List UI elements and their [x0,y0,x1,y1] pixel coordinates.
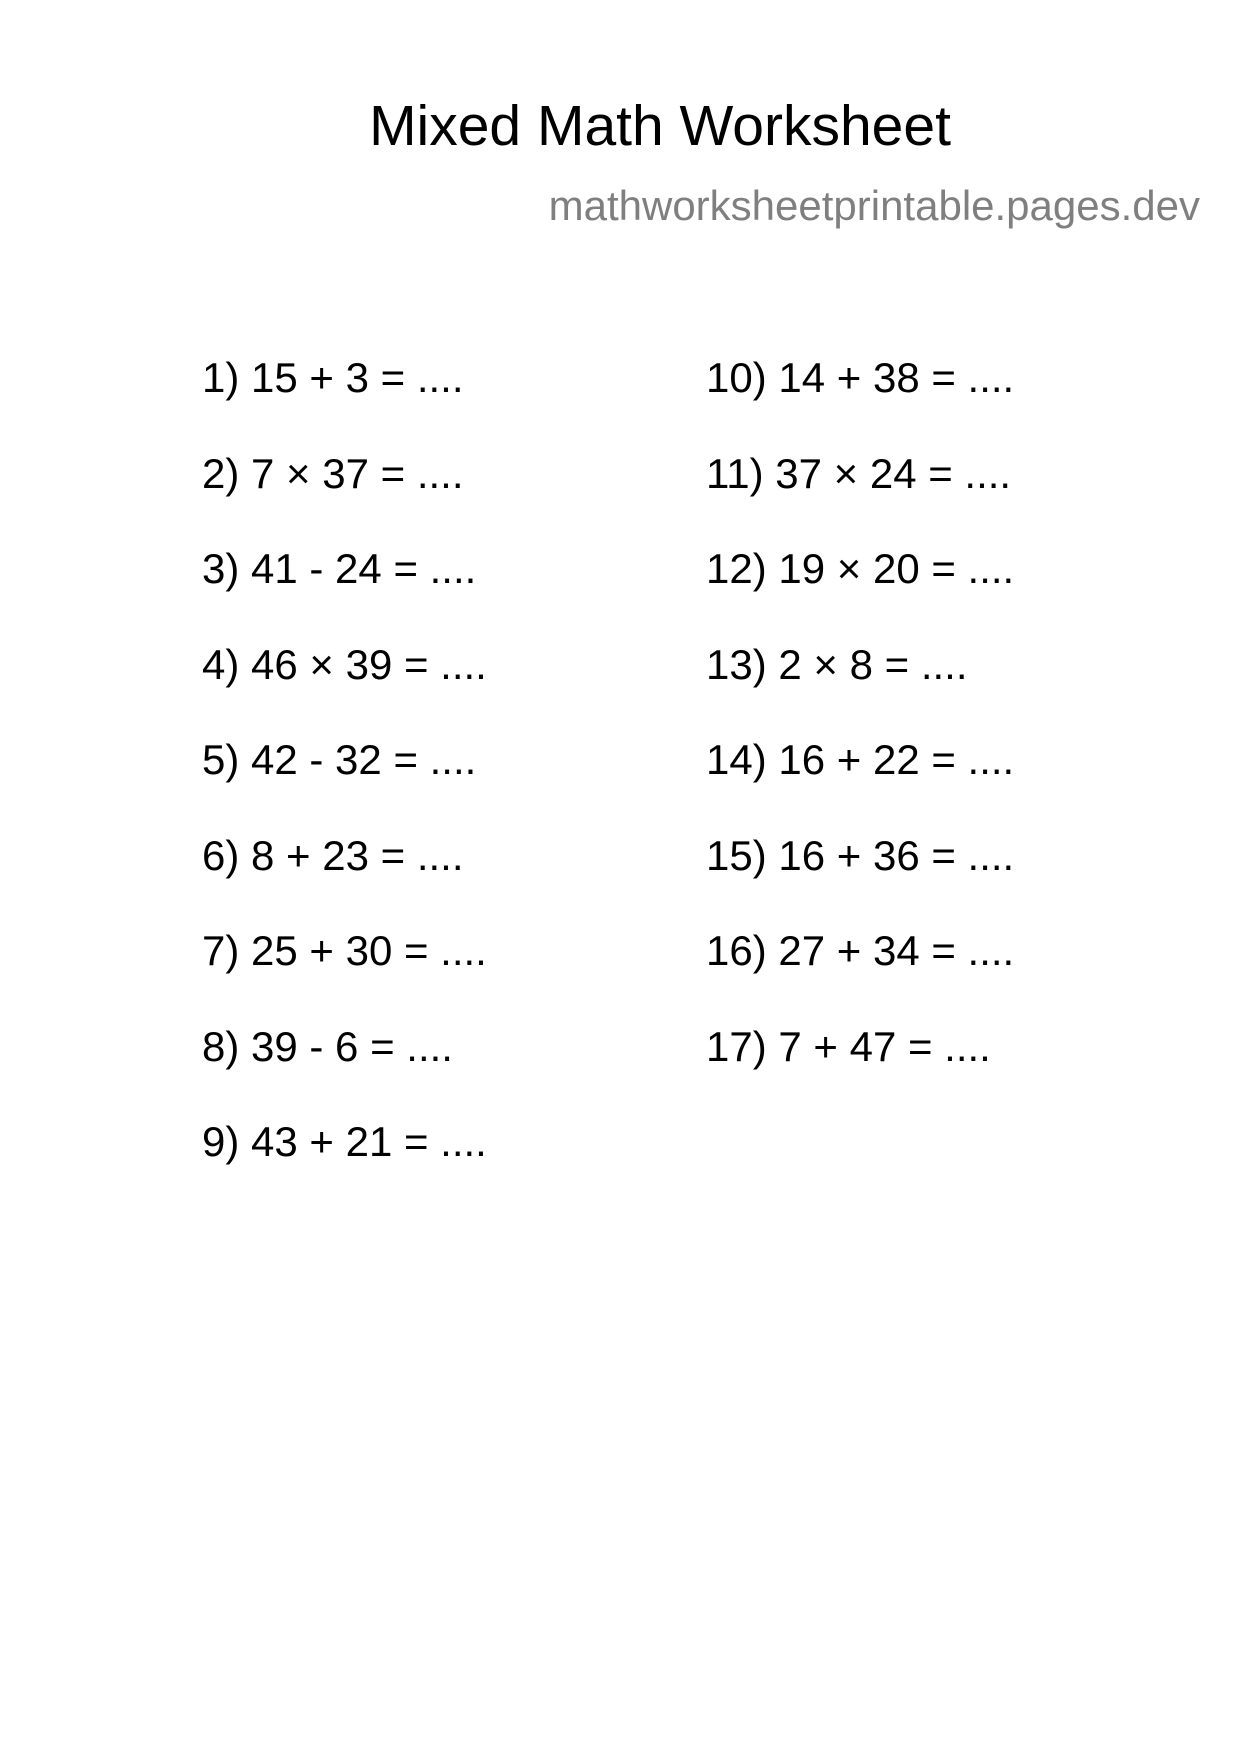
problem-8: 8) 39 - 6 = .... [202,1022,453,1070]
problem-14: 14) 16 + 22 = .... [706,736,1015,783]
problem-13: 13) 2 × 8 = .... [706,640,968,688]
problem-5: 5) 42 - 32 = .... [202,736,477,783]
problem-3: 3) 41 - 24 = .... [202,545,477,592]
problem-11: 11) 37 × 24 = .... [706,449,1012,497]
problem-9: 9) 43 + 21 = .... [202,1118,487,1165]
problem-16: 16) 27 + 34 = .... [706,927,1015,974]
problem-2: 2) 7 × 37 = .... [202,449,464,497]
problem-4: 4) 46 × 39 = .... [202,640,487,688]
problem-10: 10) 14 + 38 = .... [706,354,1015,401]
problem-7: 7) 25 + 30 = .... [202,927,487,974]
problem-list-right [706,355,1014,1119]
problem-17: 17) 7 + 47 = .... [706,1022,991,1070]
page-title: Mixed Math Worksheet [369,94,951,158]
problem-1: 1) 15 + 3 = .... [202,354,464,401]
problem-list-left [202,355,487,1215]
problem-6: 6) 8 + 23 = .... [202,831,464,879]
source-url: mathworksheetprintable.pages.dev [548,182,1200,229]
problem-12: 12) 19 × 20 = .... [706,545,1015,592]
problem-15: 15) 16 + 36 = .... [706,831,1015,879]
